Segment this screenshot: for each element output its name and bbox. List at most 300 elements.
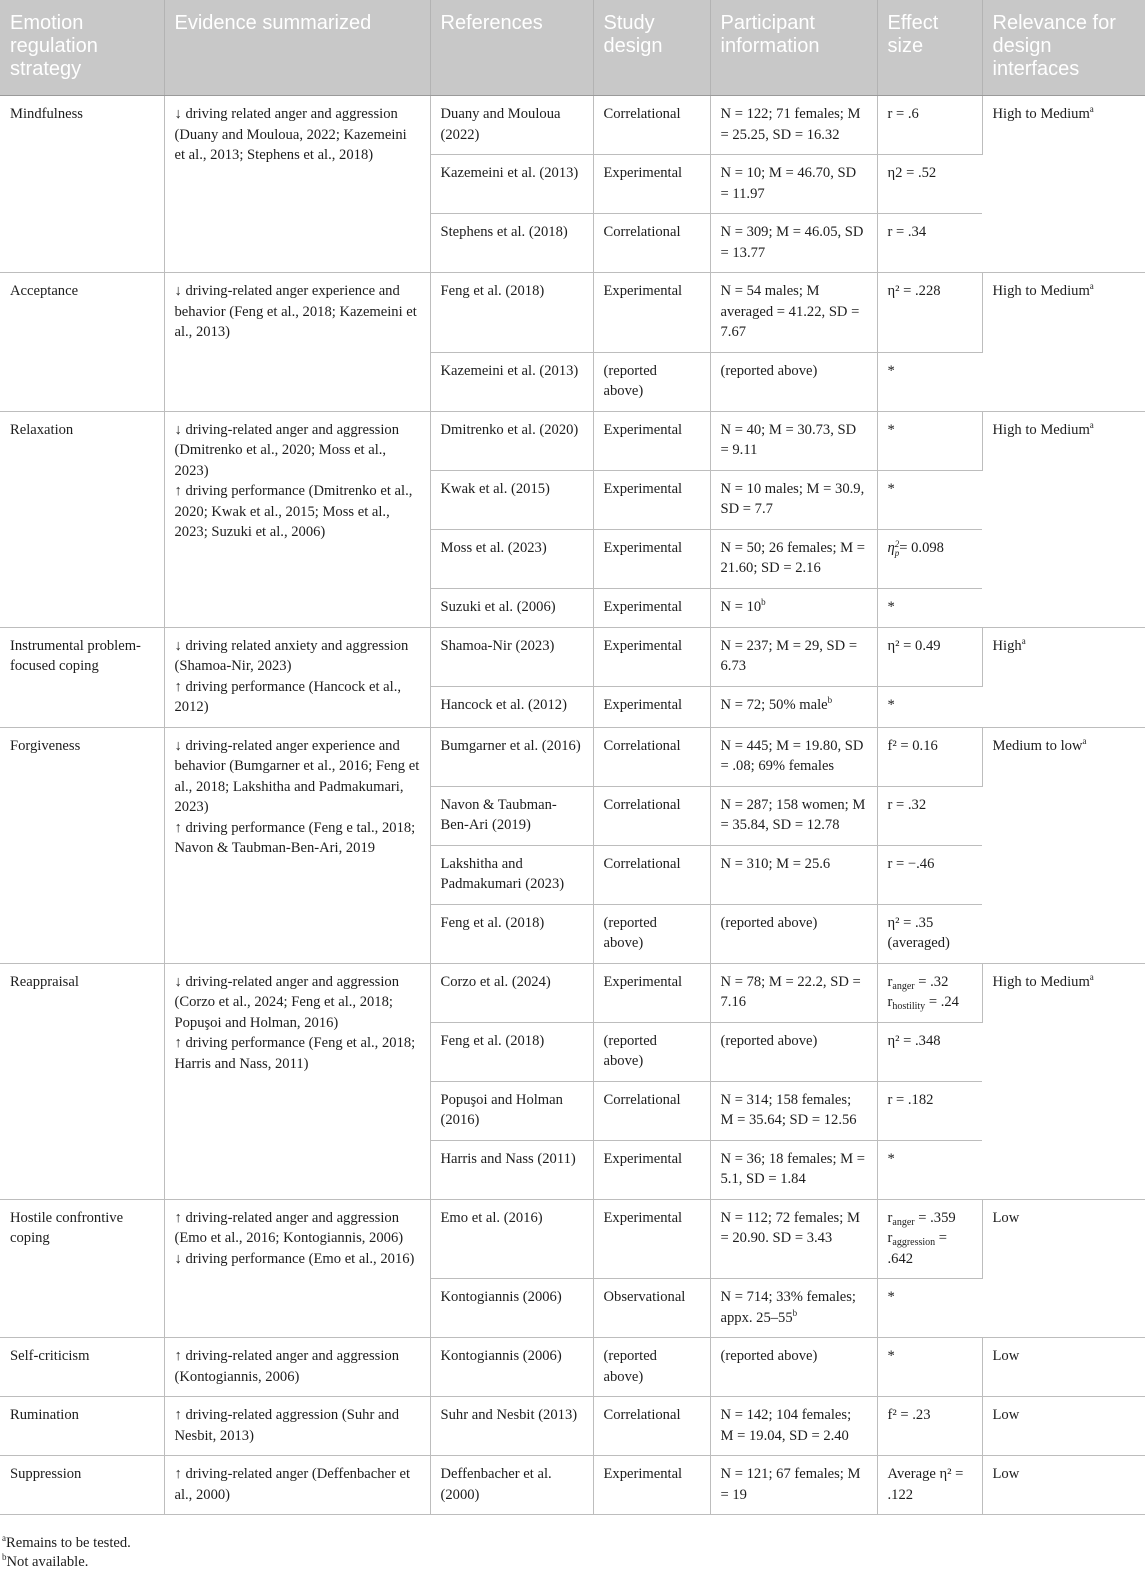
effect-text: f² = .23 <box>887 1407 931 1423</box>
design-text: (reported above) <box>603 914 657 951</box>
reference-cell <box>430 273 593 353</box>
reference-text: Duany and Mouloua (2022) <box>440 106 561 143</box>
participants-text: (reported above) <box>720 1348 818 1364</box>
participants-cell <box>710 1279 877 1338</box>
effect-text: η² = .348 <box>887 1032 941 1049</box>
strategy-cell <box>0 1199 164 1338</box>
effect-text: * <box>887 362 895 379</box>
design-text: (reported above) <box>603 1348 657 1385</box>
footnote-mark: a <box>1089 104 1094 114</box>
participants-text: N = 54 males; M averaged = 41.22, SD = 7.67 <box>720 283 860 340</box>
design-cell <box>593 1279 710 1338</box>
reference-text: Kazemeini et al. (2013) <box>440 362 579 379</box>
effect-cell <box>877 1140 982 1199</box>
participants-cell <box>710 352 877 411</box>
relevance-text: Low <box>992 1209 1020 1226</box>
table-row <box>0 727 1145 786</box>
effect-cell <box>877 155 982 214</box>
header-evidence: Evidence summarized <box>164 0 430 96</box>
effect-text: Average η² = .122 <box>887 1466 964 1503</box>
strategy-name: Reappraisal <box>10 973 79 990</box>
footnotes <box>2 1534 1132 1572</box>
strategy-name: Mindfulness <box>10 106 83 122</box>
effect-cell <box>877 411 982 470</box>
design-text: Experimental <box>603 637 683 654</box>
participants-cell <box>710 1140 877 1199</box>
design-text: Experimental <box>603 283 683 299</box>
effect-cell <box>877 96 982 155</box>
effect-cell <box>877 963 982 1022</box>
reference-text: Harris and Nass (2011) <box>440 1150 576 1167</box>
footnote-mark: b <box>2 1552 7 1562</box>
reference-text: Kontogiannis (2006) <box>440 1289 562 1305</box>
design-text: Correlational <box>603 224 681 240</box>
table-row <box>0 96 1145 155</box>
reference-cell <box>430 214 593 273</box>
effect-line <box>888 972 972 993</box>
participants-cell <box>710 1338 877 1397</box>
relevance-cell <box>982 727 1145 963</box>
design-text: Experimental <box>603 1150 683 1167</box>
table-row <box>0 273 1145 353</box>
reference-text: Suzuki et al. (2006) <box>440 598 556 615</box>
participants-cell <box>710 1081 877 1140</box>
strategy-cell <box>0 411 164 627</box>
effect-symbol: r <box>887 1209 893 1226</box>
reference-cell <box>430 1397 593 1456</box>
reference-cell <box>430 1022 593 1081</box>
participants-cell <box>710 529 877 588</box>
participants-cell <box>710 273 877 353</box>
relevance-text: High <box>992 637 1022 654</box>
design-text: Experimental <box>603 539 683 556</box>
design-text: Experimental <box>603 1466 683 1482</box>
reference-text: Kazemeini et al. (2013) <box>440 165 579 181</box>
effect-cell <box>877 727 982 786</box>
design-text: Experimental <box>603 598 683 615</box>
evidence-text: ↑ driving-related anger (Deffenbacher et al., 2000) <box>174 1466 411 1503</box>
relevance-text: High to Medium <box>992 421 1090 438</box>
design-cell <box>593 1022 710 1081</box>
participants-text: (reported above) <box>720 914 818 931</box>
participants-text: N = 50; 26 females; M = 21.60; SD = 2.16 <box>720 539 866 576</box>
strategy-name: Suppression <box>10 1466 82 1482</box>
table-row <box>0 1456 1145 1515</box>
design-text: Correlational <box>603 855 681 872</box>
relevance-text: High to Medium <box>992 283 1090 299</box>
header-row <box>0 0 1145 96</box>
effect-symbol: r <box>887 1230 893 1246</box>
design-cell <box>593 155 710 214</box>
relevance-cell <box>982 963 1145 1199</box>
evidence-text: ↓ driving-related anger experience and behavior (Feng et al., 2018; Kazemeini et al., 2013) <box>174 283 417 340</box>
table-row <box>0 411 1145 470</box>
design-cell <box>593 904 710 963</box>
effect-cell <box>877 627 982 686</box>
participants-text: N = 287; 158 women; M = 35.84, SD = 12.78 <box>720 796 866 833</box>
participants-text: N = 40; M = 30.73, SD = 9.11 <box>720 421 857 458</box>
footnote-mark: a <box>1089 281 1094 291</box>
reference-text: Feng et al. (2018) <box>440 283 545 299</box>
strategy-name: Relaxation <box>10 421 74 438</box>
effect-subscript: hostility <box>892 1001 926 1012</box>
footnote-mark: b <box>761 596 766 607</box>
design-cell <box>593 627 710 686</box>
table-row <box>0 1397 1145 1456</box>
effect-cell <box>877 904 982 963</box>
evidence-cell <box>164 1338 430 1397</box>
design-cell <box>593 845 710 904</box>
reference-text: Lakshitha and Padmakumari (2023) <box>440 855 565 892</box>
participants-text: N = 10 <box>720 598 762 615</box>
participants-text: (reported above) <box>720 362 818 379</box>
participants-text: N = 714; 33% females; appx. 25–55 <box>720 1289 856 1326</box>
design-cell <box>593 470 710 529</box>
effect-cell <box>877 470 982 529</box>
design-text: Experimental <box>603 165 683 181</box>
header-effect: Effect size <box>877 0 982 96</box>
evidence-text: ↓ driving-related anger and aggression (Dmitrenko et al., 2020; Moss et al., 2023) ↑ driving performance (Dmitrenko et al., 2020; Kwak et al., 2015; Moss et al., 2023; Suzuki et al., 2006) <box>174 421 413 540</box>
reference-cell <box>430 686 593 727</box>
participants-text: (reported above) <box>720 1032 818 1049</box>
footnote-mark: a <box>1082 735 1087 746</box>
evidence-cell <box>164 96 430 273</box>
participants-cell <box>710 588 877 627</box>
participants-cell <box>710 686 877 727</box>
reference-cell <box>430 786 593 845</box>
footnote-mark: a <box>1089 971 1094 982</box>
footnote-mark: b <box>792 1307 798 1318</box>
reference-cell <box>430 1140 593 1199</box>
reference-cell <box>430 588 593 627</box>
evidence-text: ↑ driving-related aggression (Suhr and Nesbit, 2013) <box>174 1407 400 1444</box>
reference-text: Deffenbacher et al. (2000) <box>440 1466 552 1503</box>
evidence-cell <box>164 411 430 627</box>
evidence-cell <box>164 963 430 1199</box>
reference-cell <box>430 155 593 214</box>
header-strategy: Emotion regulation strategy <box>0 0 164 96</box>
design-text: (reported above) <box>603 1032 657 1069</box>
footnote-text: Remains to be tested. <box>6 1535 131 1551</box>
table-body <box>0 96 1145 1515</box>
relevance-text: Low <box>992 1466 1020 1482</box>
participants-text: N = 314; 158 females; M = 35.64; SD = 12.56 <box>720 1091 857 1128</box>
evidence-cell <box>164 1397 430 1456</box>
relevance-text: Medium to low <box>992 737 1083 754</box>
reference-cell <box>430 845 593 904</box>
participants-cell <box>710 845 877 904</box>
reference-cell <box>430 1081 593 1140</box>
reference-cell <box>430 727 593 786</box>
evidence-cell <box>164 1199 430 1338</box>
strategy-name: Self-criticism <box>10 1348 90 1364</box>
evidence-text: ↓ driving-related anger experience and behavior (Bumgarner et al., 2016; Feng et al., 2018; Lakshitha and Padmakumari, 2023) ↑ driving performance (Feng e tal., 2018; Navon & Taubman-Ben-Ari, 2019 <box>174 737 420 856</box>
effect-cell <box>877 214 982 273</box>
effect-subscript: anger <box>892 1216 915 1228</box>
design-cell <box>593 1081 710 1140</box>
participants-cell <box>710 470 877 529</box>
reference-cell <box>430 1279 593 1338</box>
design-text: Experimental <box>603 696 683 713</box>
reference-text: Dmitrenko et al. (2020) <box>440 421 579 438</box>
reference-cell <box>430 529 593 588</box>
design-cell <box>593 1456 710 1515</box>
evidence-text: ↑ driving-related anger and aggression (Kontogiannis, 2006) <box>174 1348 400 1385</box>
design-cell <box>593 727 710 786</box>
effect-cell <box>877 1456 982 1515</box>
reference-cell <box>430 627 593 686</box>
effect-value: = 0.098 <box>899 539 944 556</box>
reference-text: Suhr and Nesbit (2013) <box>440 1407 578 1423</box>
design-text: Correlational <box>603 1091 681 1108</box>
effect-text: η² = .35 (averaged) <box>887 914 950 951</box>
participants-text: N = 122; 71 females; M = 25.25, SD = 16.32 <box>720 106 861 143</box>
reference-text: Emo et al. (2016) <box>440 1209 543 1226</box>
effect-subscript: aggression <box>892 1237 936 1248</box>
effect-text: r = .32 <box>887 796 927 813</box>
effect-value: = .359 <box>914 1209 956 1226</box>
relevance-text: High to Medium <box>992 973 1090 990</box>
design-cell <box>593 1397 710 1456</box>
strategy-cell <box>0 96 164 273</box>
strategy-name: Acceptance <box>10 283 79 299</box>
header-design: Study design <box>593 0 710 96</box>
participants-text: N = 10; M = 46.70, SD = 11.97 <box>720 165 857 202</box>
strategy-cell <box>0 1456 164 1515</box>
participants-cell <box>710 214 877 273</box>
effect-text: * <box>887 696 895 713</box>
evidence-text: ↓ driving-related anger and aggression (Corzo et al., 2024; Feng et al., 2018; Popuşoi and Holman, 2016) ↑ driving performance (Feng et al., 2018; Harris and Nass, 2011) <box>174 973 416 1072</box>
design-text: Experimental <box>603 421 683 438</box>
reference-text: Popuşoi and Holman (2016) <box>440 1091 563 1128</box>
reference-cell <box>430 1456 593 1515</box>
relevance-cell <box>982 273 1145 412</box>
design-text: Correlational <box>603 737 681 754</box>
effect-value: = .24 <box>925 994 959 1010</box>
design-cell <box>593 352 710 411</box>
strategy-cell <box>0 273 164 412</box>
reference-cell <box>430 963 593 1022</box>
effect-cell <box>877 1338 982 1397</box>
reference-text: Kwak et al. (2015) <box>440 480 550 497</box>
effect-text: * <box>887 1348 895 1364</box>
reference-cell <box>430 1338 593 1397</box>
relevance-text: Low <box>992 1348 1020 1364</box>
participants-text: N = 237; M = 29, SD = 6.73 <box>720 637 858 674</box>
effect-cell <box>877 1022 982 1081</box>
design-text: Correlational <box>603 1407 681 1423</box>
evidence-text: ↓ driving related anger and aggression (Duany and Mouloua, 2022; Kazemeini et al., 2013; Stephens et al., 2018) <box>174 106 407 163</box>
evidence-cell <box>164 627 430 727</box>
participants-cell <box>710 155 877 214</box>
effect-subscript: p <box>894 547 900 558</box>
effect-cell <box>877 1199 982 1279</box>
design-cell <box>593 588 710 627</box>
participants-cell <box>710 96 877 155</box>
strategy-name: Instrumental problem-focused coping <box>10 637 141 674</box>
reference-cell <box>430 904 593 963</box>
participants-text: N = 36; 18 females; M = 5.1, SD = 1.84 <box>720 1150 866 1187</box>
relevance-cell <box>982 1456 1145 1515</box>
reference-text: Navon & Taubman-Ben-Ari (2019) <box>440 796 557 833</box>
effect-text: * <box>887 1150 895 1167</box>
reference-text: Feng et al. (2018) <box>440 1032 545 1049</box>
evidence-cell <box>164 727 430 963</box>
relevance-cell <box>982 1338 1145 1397</box>
evidence-text: ↑ driving-related anger and aggression (Emo et al., 2016; Kontogiannis, 2006) ↓ driving performance (Emo et al., 2016) <box>174 1209 415 1267</box>
strategy-cell <box>0 1397 164 1456</box>
effect-text: * <box>887 1289 895 1305</box>
effect-cell <box>877 273 982 353</box>
effect-text: r = −.46 <box>887 855 935 872</box>
design-text: Experimental <box>603 1209 683 1226</box>
participants-text: N = 310; M = 25.6 <box>720 855 831 872</box>
participants-cell <box>710 1397 877 1456</box>
effect-line <box>888 1228 972 1269</box>
reference-text: Kontogiannis (2006) <box>440 1348 562 1364</box>
relevance-cell <box>982 411 1145 627</box>
effect-superscript: 2 <box>894 538 900 549</box>
reference-text: Feng et al. (2018) <box>440 914 545 931</box>
design-cell <box>593 411 710 470</box>
reference-cell <box>430 352 593 411</box>
table-row <box>0 627 1145 686</box>
reference-cell <box>430 411 593 470</box>
participants-text: N = 112; 72 females; M = 20.90. SD = 3.43 <box>720 1209 860 1246</box>
participants-text: N = 121; 67 females; M = 19 <box>720 1466 861 1503</box>
footnote-mark: a <box>1089 419 1094 430</box>
table-row <box>0 963 1145 1022</box>
reference-text: Moss et al. (2023) <box>440 539 547 556</box>
effect-cell <box>877 1081 982 1140</box>
effect-text: η² = .228 <box>887 283 941 299</box>
effect-text: η2 = .52 <box>887 165 937 181</box>
evidence-text: ↓ driving related anxiety and aggression (Shamoa-Nir, 2023) ↑ driving performance (Hancock et al., 2012) <box>174 637 409 715</box>
footnote-text: Not available. <box>6 1554 89 1570</box>
participants-cell <box>710 1456 877 1515</box>
reference-text: Hancock et al. (2012) <box>440 696 567 713</box>
participants-cell <box>710 627 877 686</box>
design-cell <box>593 273 710 353</box>
design-text: Experimental <box>603 480 683 497</box>
participants-cell <box>710 1199 877 1279</box>
table-row <box>0 1338 1145 1397</box>
design-cell <box>593 529 710 588</box>
effect-cell <box>877 588 982 627</box>
participants-text: N = 10 males; M = 30.9, SD = 7.7 <box>720 480 865 517</box>
participants-cell <box>710 904 877 963</box>
effect-symbol: r <box>887 994 893 1010</box>
relevance-text: High to Medium <box>992 106 1090 122</box>
relevance-cell <box>982 1397 1145 1456</box>
effect-symbol: r <box>887 973 893 990</box>
design-cell <box>593 786 710 845</box>
design-cell <box>593 96 710 155</box>
effect-cell <box>877 1397 982 1456</box>
relevance-cell <box>982 627 1145 727</box>
reference-cell <box>430 1199 593 1279</box>
effect-cell <box>877 786 982 845</box>
effect-line <box>888 1208 972 1229</box>
participants-text: N = 309; M = 46.05, SD = 13.77 <box>720 224 864 261</box>
participants-text: N = 445; M = 19.80, SD = .08; 69% females <box>720 737 864 774</box>
effect-value: = .642 <box>887 1230 948 1267</box>
evidence-cell <box>164 1456 430 1515</box>
design-text: Correlational <box>603 106 681 122</box>
strategy-cell <box>0 1338 164 1397</box>
participants-cell <box>710 786 877 845</box>
relevance-cell <box>982 1199 1145 1338</box>
design-cell <box>593 214 710 273</box>
effect-cell <box>877 529 982 588</box>
reference-text: Corzo et al. (2024) <box>440 973 551 990</box>
participants-text: N = 78; M = 22.2, SD = 7.16 <box>720 973 861 1010</box>
footnote-line <box>2 1534 1132 1553</box>
design-text: Observational <box>603 1289 686 1305</box>
relevance-cell <box>982 96 1145 273</box>
design-cell <box>593 1140 710 1199</box>
participants-cell <box>710 1022 877 1081</box>
effect-cell <box>877 1279 982 1338</box>
participants-cell <box>710 727 877 786</box>
effect-text: * <box>887 598 895 615</box>
effect-text: f² = 0.16 <box>887 737 938 754</box>
effect-text: * <box>887 480 895 497</box>
participants-cell <box>710 963 877 1022</box>
strategy-cell <box>0 627 164 727</box>
effect-subscript: anger <box>892 980 915 992</box>
effect-symbol: η <box>887 539 895 556</box>
participants-text: N = 72; 50% male <box>720 696 828 713</box>
participants-text: N = 142; 104 females; M = 19.04, SD = 2.40 <box>720 1407 852 1444</box>
footnote-mark: a <box>2 1533 6 1543</box>
footnote-line <box>2 1553 1132 1572</box>
effect-value: = .32 <box>914 973 949 990</box>
effect-cell <box>877 352 982 411</box>
effect-cell <box>877 845 982 904</box>
effect-cell <box>877 686 982 727</box>
design-text: Experimental <box>603 973 683 990</box>
relevance-text: Low <box>992 1407 1020 1423</box>
effect-text: r = .182 <box>887 1091 934 1108</box>
effect-text: r = .34 <box>887 224 927 240</box>
strategy-cell <box>0 963 164 1199</box>
effect-text: r = .6 <box>887 106 919 122</box>
design-text: Correlational <box>603 796 681 813</box>
header-references: References <box>430 0 593 96</box>
design-cell <box>593 963 710 1022</box>
effect-text: * <box>887 421 895 438</box>
header-participants: Participant information <box>710 0 877 96</box>
reference-text: Stephens et al. (2018) <box>440 224 568 240</box>
strategy-cell <box>0 727 164 963</box>
reference-cell <box>430 470 593 529</box>
design-cell <box>593 1338 710 1397</box>
reference-cell <box>430 96 593 155</box>
participants-cell <box>710 411 877 470</box>
design-cell <box>593 1199 710 1279</box>
effect-text: η² = 0.49 <box>887 637 941 654</box>
footnote-mark: a <box>1021 635 1026 646</box>
header-relevance: Relevance for design interfaces <box>982 0 1145 96</box>
design-text: (reported above) <box>603 362 657 399</box>
reference-text: Bumgarner et al. (2016) <box>440 737 581 754</box>
footnote-mark: b <box>827 694 833 705</box>
design-cell <box>593 686 710 727</box>
effect-line <box>888 992 972 1013</box>
evidence-cell <box>164 273 430 412</box>
strategy-name: Hostile confrontive coping <box>10 1209 124 1246</box>
